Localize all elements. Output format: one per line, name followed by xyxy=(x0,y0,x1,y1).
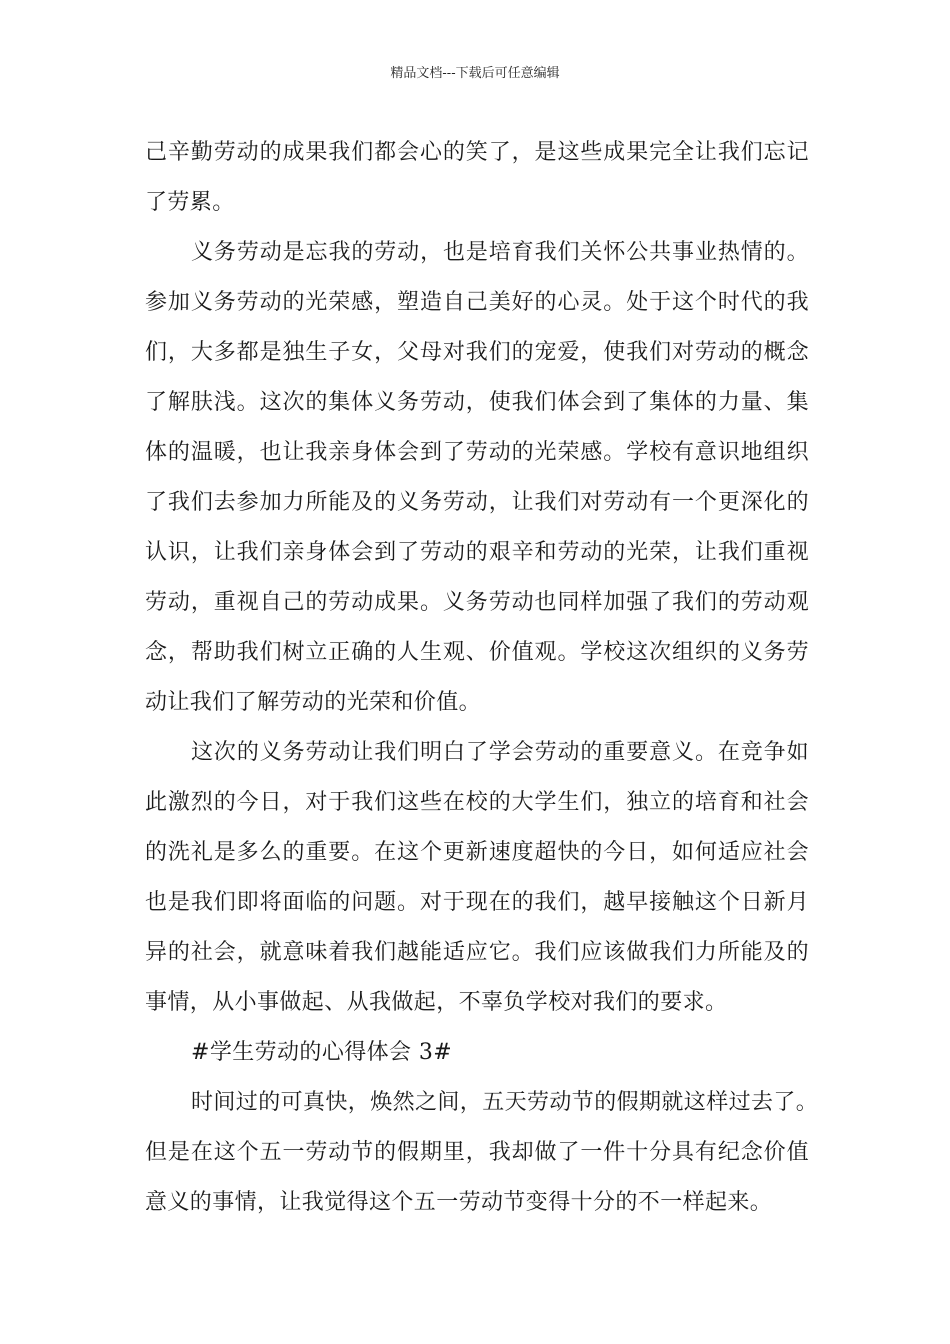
text-line: 动让我们了解劳动的光荣和价值。 xyxy=(145,690,482,715)
text-line: 意义的事情，让我觉得这个五一劳动节变得十分的不一样起来。 xyxy=(145,1190,773,1215)
document-body xyxy=(145,128,819,1228)
text-line: 异的社会，就意味着我们越能适应它。我们应该做我们力所能及的 xyxy=(145,940,809,965)
paragraph-first-line: 义务劳动是忘我的劳动，也是培育我们关怀公共事业热情的。 xyxy=(191,240,809,265)
section-heading: #学生劳动的心得体会 3# xyxy=(191,1040,453,1065)
text-line: 己辛勤劳动的成果我们都会心的笑了，是这些成果完全让我们忘记 xyxy=(145,140,809,165)
text-line: 但是在这个五一劳动节的假期里，我却做了一件十分具有纪念价值 xyxy=(145,1140,809,1165)
text-line: 劳动，重视自己的劳动成果。义务劳动也同样加强了我们的劳动观 xyxy=(145,590,809,615)
text-line: 了解肤浅。这次的集体义务劳动，使我们体会到了集体的力量、集 xyxy=(145,390,809,415)
text-line: 念，帮助我们树立正确的人生观、价值观。学校这次组织的义务劳 xyxy=(145,640,809,665)
text-line: 体的温暖，也让我亲身体会到了劳动的光荣感。学校有意识地组织 xyxy=(145,440,809,465)
page-header: 精品文档---下载后可任意编辑 xyxy=(390,66,560,81)
text-line: 了劳累。 xyxy=(145,190,235,215)
text-line: 了我们去参加力所能及的义务劳动，让我们对劳动有一个更深化的 xyxy=(145,490,809,515)
text-line: 的洗礼是多么的重要。在这个更新速度超快的今日，如何适应社会 xyxy=(145,840,809,865)
text-line: 事情，从小事做起、从我做起，不辜负学校对我们的要求。 xyxy=(145,990,728,1015)
paragraph-first-line: 这次的义务劳动让我们明白了学会劳动的重要意义。在竞争如 xyxy=(191,740,809,765)
text-line: 们，大多都是独生子女，父母对我们的宠爱，使我们对劳动的概念 xyxy=(145,340,809,365)
paragraph-first-line: 时间过的可真快，焕然之间，五天劳动节的假期就这样过去了。 xyxy=(191,1090,819,1115)
text-line: 此激烈的今日，对于我们这些在校的大学生们，独立的培育和社会 xyxy=(145,790,809,815)
text-line: 也是我们即将面临的问题。对于现在的我们，越早接触这个日新月 xyxy=(145,890,809,915)
text-line: 参加义务劳动的光荣感，塑造自己美好的心灵。处于这个时代的我 xyxy=(145,290,809,315)
text-line: 认识，让我们亲身体会到了劳动的艰辛和劳动的光荣，让我们重视 xyxy=(145,540,809,565)
